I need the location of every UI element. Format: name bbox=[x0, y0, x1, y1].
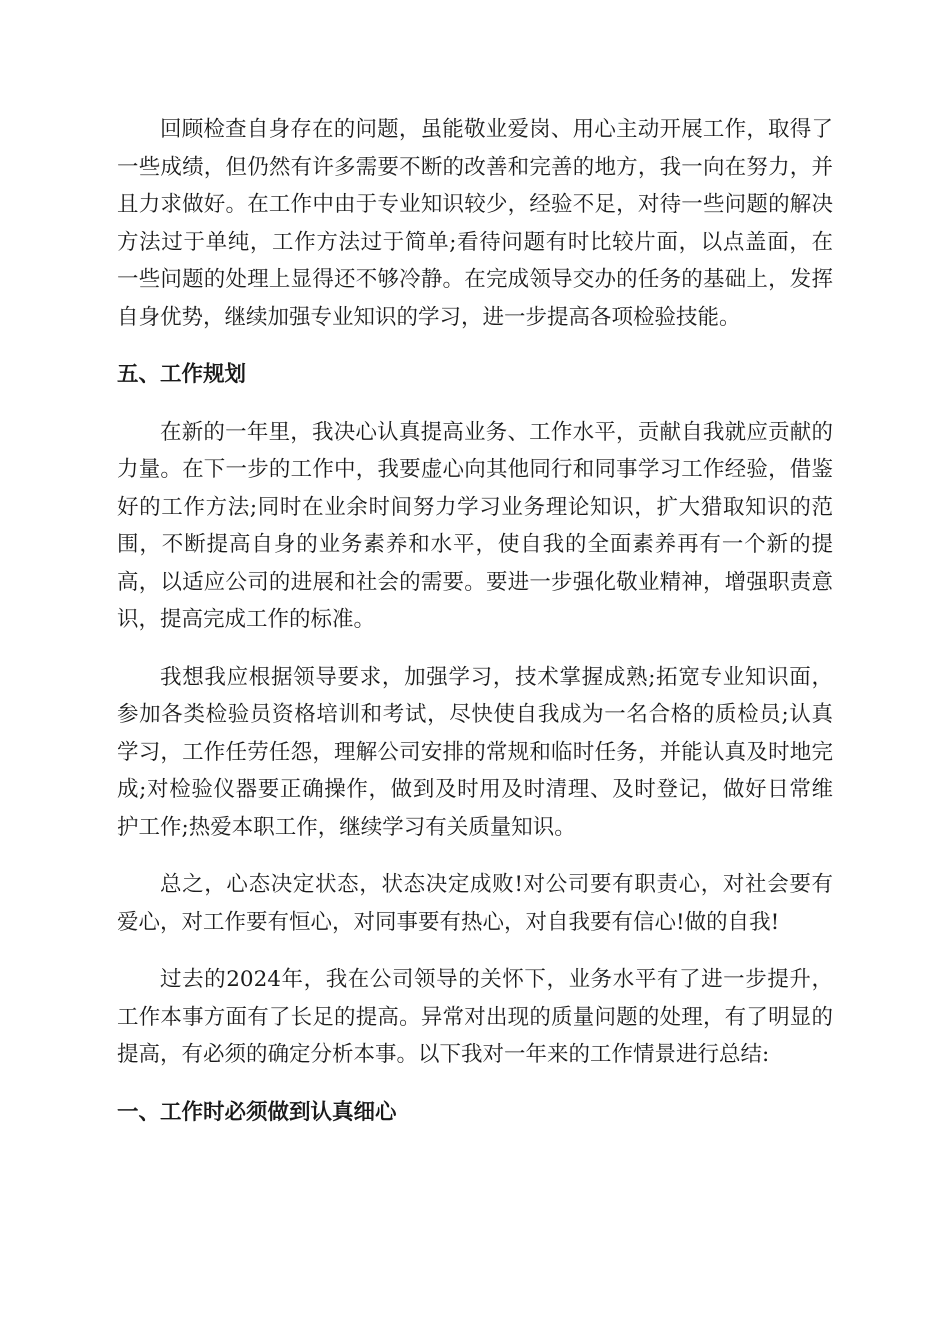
section-heading-careful-work: 一、工作时必须做到认真细心 bbox=[117, 1099, 397, 1125]
paragraph-new-year-goals: 在新的一年里，我决心认真提高业务、工作水平，贡献自我就应贡献的力量。在下一步的工作中，我要虚心向其他同行和同事学习工作经验，借鉴好的工作方法;同时在业余时间努力学习业务理论知识，扩大猎取知识的范围，不断提高自身的业务素养和水平，使自我的全面素养再有一个新的提高，以适应公司的进展和社会的需要。要进一步强化敬业精神，增强职责意识，提高完成工作的标准。 bbox=[117, 419, 833, 632]
paragraph-self-review: 回顾检查自身存在的问题，虽能敬业爱岗、用心主动开展工作，取得了一些成绩，但仍然有许多需要不断的改善和完善的地方，我一向在努力，并且力求做好。在工作中由于专业知识较少，经验不足，对待一些问题的解决方法过于单纯，工作方法过于简单;看待问题有时比较片面，以点盖面，在一些问题的处理上显得还不够冷静。在完成领导交办的任务的基础上，发挥自身优势，继续加强专业知识的学习，进一步提高各项检验技能。 bbox=[117, 117, 833, 330]
paragraph-study-plan: 我想我应根据领导要求，加强学习，技术掌握成熟;拓宽专业知识面，参加各类检验员资格培训和考试，尽快使自我成为一名合格的质检员;认真学习，工作任劳任怨，理解公司安排的常规和临时任务，并能认真及时地完成;对检验仪器要正确操作，做到及时用及时清理、及时登记，做好日常维护工作;热爱本职工作，继续学习有关质量知识。 bbox=[117, 664, 833, 840]
section-heading-work-plan: 五、工作规划 bbox=[117, 362, 247, 387]
paragraph-year-review: 过去的2024年，我在公司领导的关怀下，业务水平有了进一步提升，工作本事方面有了长足的提高。异常对出现的质量问题的处理，有了明显的提高，有必须的确定分析本事。以下我对一年来的工作情景进行总结: bbox=[117, 967, 833, 1067]
paragraph-summary: 总之，心态决定状态，状态决定成败!对公司要有职责心，对社会要有爱心，对工作要有恒心，对同事要有热心，对自我要有信心!做的自我! bbox=[117, 872, 833, 935]
document-body bbox=[117, 111, 833, 1151]
